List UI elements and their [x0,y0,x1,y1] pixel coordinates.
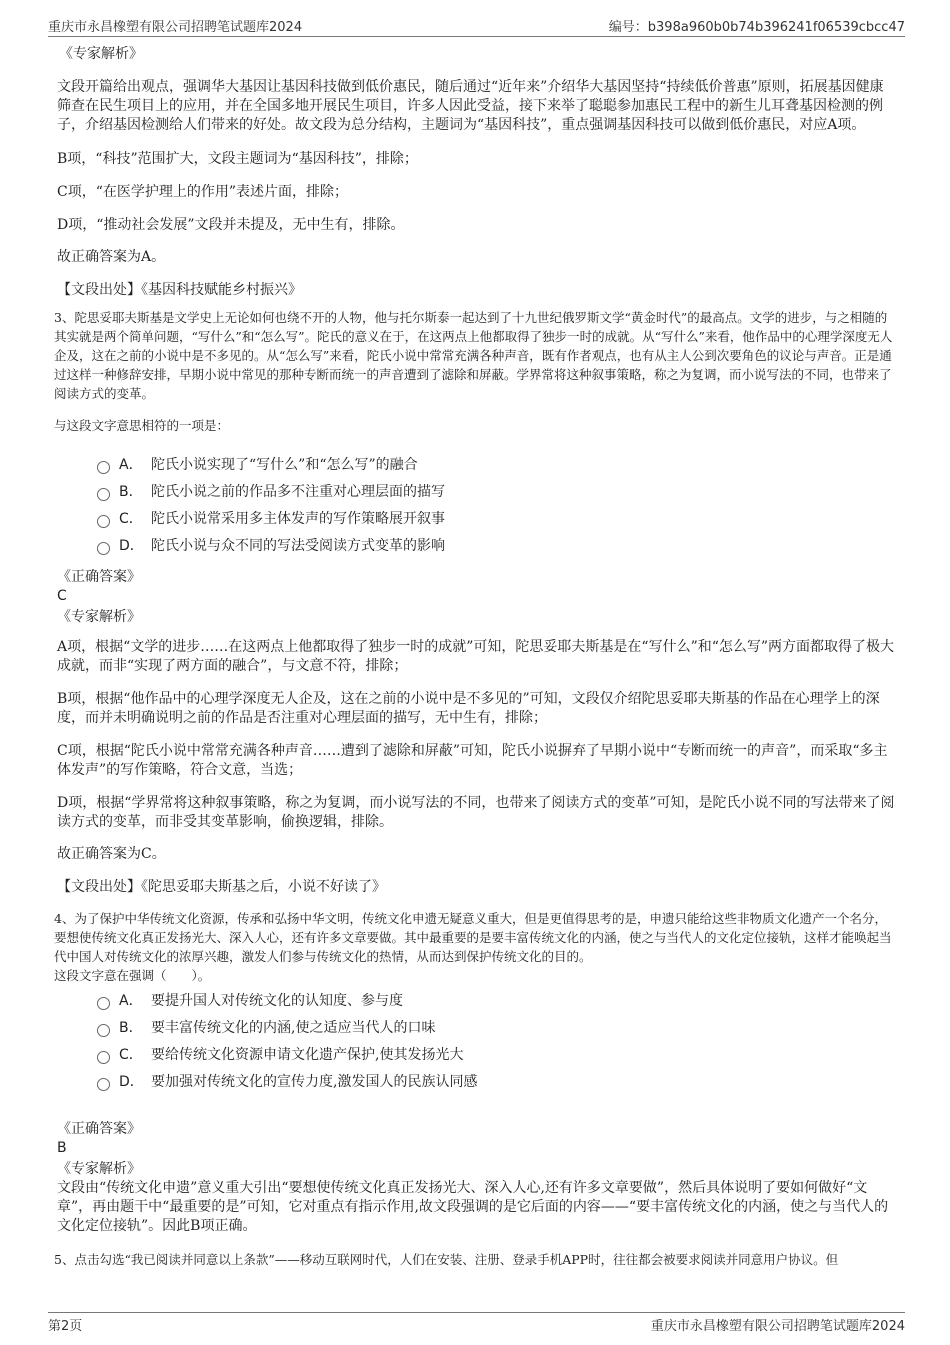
header-code: 编号：b398a960b0b74b396241f06539cbcc47 [608,19,905,35]
expert-analysis-label: 《专家解析》 [59,46,143,62]
question-4-options [57,987,895,1095]
analysis-paragraph: 文段由“传统文化申遗”意义重大引出“要想使传统文化真正发扬光大、深入人心,还有许多文章要做”，然后具体说明了要如何做好“文章”，再由题干中“最重要的是”可知，它对重点有指示作用,故文段强调的是它后面的内容——“要丰富传统文化的内涵，使之与当代人的文化定位接轨”。因此B项正确。 [57,1180,889,1234]
option-a[interactable]: A． 要提升国人对传统文化的认知度、参与度 [97,987,895,1014]
analysis-option-a: A项，根据“文学的进步……在这两点上他都取得了独步一时的成就”可知，陀思妥耶夫斯基是在“写什么”和“怎么写”两方面都取得了极大成就，而非“实现了两方面的融合”，与文意不符，排除； [57,639,895,674]
question-3-passage: 3、陀思妥耶夫斯基是文学史上无论如何也绕不开的人物，他与托尔斯泰一起达到了十九世纪俄罗斯文学“黄金时代”的最高点。文学的进步，与之相随的其实就是两个简单问题，“写什么”和“怎么写”。陀氏的意义在于，在这两点上他都取得了独步一时的成就。从“写什么”来看，他作品中的心理学深度无人企及，这在之前的小说中是不多见的。从“怎么写”来看，陀氏小说中常常充满各种声音，既有作者观点，也有从主人公到次要角色的议论与声音。正是通过这样一种修辞安排，早期小说中常见的那种专断而统一的声音遭到了滤除和屏蔽。学界常将这种叙事策略，称之为复调，而小说写法的不同，也带来了阅读方式的变革。 [54,310,893,401]
expert-analysis-label: 《专家解析》 [57,1161,141,1177]
analysis-conclusion: 故正确答案为C。 [57,846,166,862]
question-4-prompt: 这段文字意在强调（ ）。 [54,968,211,983]
page-number: 第2页 [48,1318,83,1334]
page-header [48,14,905,37]
radio-icon[interactable] [97,1078,110,1091]
radio-icon[interactable] [97,515,110,528]
question-3-options [57,451,895,559]
radio-icon[interactable] [97,488,110,501]
option-a[interactable]: A． 陀氏小说实现了“写什么”和“怎么写”的融合 [97,451,895,478]
page-footer [48,1312,905,1335]
page-content [54,44,895,1269]
question-5-passage: 5、点击勾选“我已阅读并同意以上条款”——移动互联网时代，人们在安装、注册、登录手机APP时，往往都会被要求阅读并同意用户协议。但 [54,1252,839,1267]
analysis-option-d: D项，根据“学界常将这种叙事策略，称之为复调，而小说写法的不同，也带来了阅读方式的变革”可知，是陀氏小说不同的写法带来了阅读方式的变革，而非受其变革影响，偷换逻辑，排除。 [57,795,895,830]
radio-icon[interactable] [97,1051,110,1064]
correct-answer: C [57,588,67,604]
analysis-conclusion: 故正确答案为A。 [57,249,166,265]
analysis-option-b: B项，“科技”范围扩大，文段主题词为“基因科技”，排除； [57,151,418,167]
option-b[interactable]: B． 陀氏小说之前的作品多不注重对心理层面的描写 [97,478,895,505]
passage-source: 【文段出处】《基因科技赋能乡村振兴》 [57,282,302,298]
analysis-paragraph: 文段开篇给出观点，强调华大基因让基因科技做到低价惠民，随后通过“近年来”介绍华大基因坚持“持续低价普惠”原则，拓展基因健康筛查在民生项目上的应用，并在全国多地开展民生项目，许多人因此受益，接下来举了聪聪参加惠民工程中的新生儿耳聋基因检测的例子，介绍基因检测给人们带来的好处。故文段为总分结构，主题词为“基因科技”，重点强调基因科技可以做到低价惠民，对应A项。 [57,79,884,133]
passage-source: 【文段出处】《陀思妥耶夫斯基之后，小说不好读了》 [57,879,386,895]
analysis-option-c: C项，根据“陀氏小说中常常充满各种声音……遭到了滤除和屏蔽”可知，陀氏小说摒弃了早期小说中“专断而统一的声音”，而采取“多主体发声”的写作策略，符合文意，当选； [57,743,888,778]
question-3-prompt: 与这段文字意思相符的一项是： [54,418,230,433]
option-d[interactable]: D． 陀氏小说与众不同的写法受阅读方式变革的影响 [97,532,895,559]
correct-answer: B [57,1140,67,1156]
radio-icon[interactable] [97,461,110,474]
analysis-option-d: D项，“推动社会发展”文段并未提及，无中生有，排除。 [57,217,405,233]
radio-icon[interactable] [97,1024,110,1037]
option-c[interactable]: C． 要给传统文化资源申请文化遗产保护,使其发扬光大 [97,1041,895,1068]
correct-answer-label: 《正确答案》 [57,569,141,585]
header-title: 重庆市永昌橡塑有限公司招聘笔试题库2024 [48,19,303,35]
analysis-option-c: C项，“在医学护理上的作用”表述片面，排除； [57,184,349,200]
radio-icon[interactable] [97,997,110,1010]
correct-answer-label: 《正确答案》 [57,1121,141,1137]
footer-title: 重庆市永昌橡塑有限公司招聘笔试题库2024 [650,1318,905,1334]
expert-analysis-label: 《专家解析》 [57,609,141,625]
radio-icon[interactable] [97,542,110,555]
option-c[interactable]: C． 陀氏小说常采用多主体发声的写作策略展开叙事 [97,505,895,532]
analysis-option-b: B项，根据“他作品中的心理学深度无人企及，这在之前的小说中是不多见的”可知，文段仅介绍陀思妥耶夫斯基的作品在心理学上的深度，而并未明确说明之前的作品是否注重对心理层面的描写，无中生有，排除； [57,691,880,726]
question-4-passage: 4、为了保护中华传统文化资源，传承和弘扬中华文明，传统文化申遗无疑意义重大，但是更值得思考的是，申遗只能给这些非物质文化遗产一个名分，要想使传统文化真正发扬光大、深入人心，还有许多文章要做。其中最重要的是要丰富传统文化的内涵，使之与当代人的文化定位接轨，这样才能唤起当代中国人对传统文化的浓厚兴趣，激发人们参与传统文化的热情，从而达到保护传统文化的目的。 [54,911,892,964]
option-d[interactable]: D． 要加强对传统文化的宣传力度,激发国人的民族认同感 [97,1068,895,1095]
option-b[interactable]: B． 要丰富传统文化的内涵,使之适应当代人的口味 [97,1014,895,1041]
